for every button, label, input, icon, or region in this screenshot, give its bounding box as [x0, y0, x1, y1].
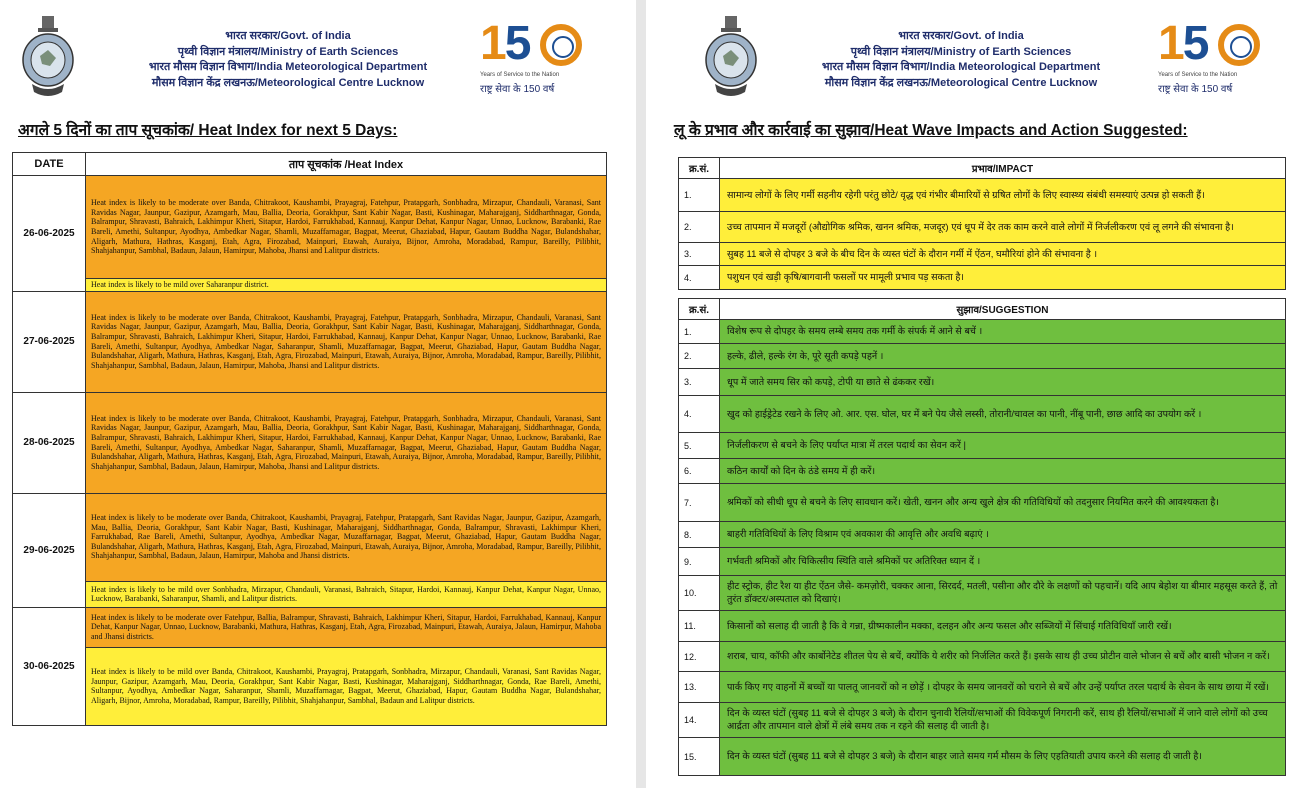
mild-heat-cell: Heat index is likely to be mild over Banda, Chitrakoot, Kaushambi, Prayagraj, Pratapgarh, Sonbhadra, Mirzapur, Chandauli, Varanasi, Sant Ravidas Nagar, Jaunpur, Gazipur, Azamgarh, Mau, Deoria, Gorakhpur, Sant Kabir Nagar, Basti, Kushinagar, Maharajganj, Siddharthnagar, Gonda, Rae Bareli, Amethi, Sultanpur, Ayodhya, Ambedkar Nagar, Saharanpur, Shamli, Muzaffarnagar, Bagpat, Meerut, Ghaziabad, Hapur, Gautam Buddha Nagar, Bulandshahar, Aligarh, Bijnor, Amroha, Moradabad, Rampur, Bareilly, Pilibhit, Shahjahanpur, Sambhal, Badaun and Lalitpur districts. — [86, 647, 607, 725]
header-ministry: पृथ्वी विज्ञान मंत्रालय/Ministry of Earth Sciences — [177, 45, 399, 58]
suggestion-text: धूप में जाते समय सिर को कपड़े, टोपी या छाते से ढंककर रखें। — [720, 369, 1286, 396]
header-department: भारत मौसम विज्ञान विभाग/India Meteorological Department — [148, 61, 428, 73]
govt-header — [776, 29, 1146, 91]
row-date: 29-06-2025 — [13, 493, 86, 607]
logo-hindi: राष्ट्र सेवा के 150 वर्ष — [1158, 84, 1233, 95]
serial-number: 11. — [679, 611, 720, 642]
mild-heat-cell: Heat index is likely to be mild over Sonbhadra, Mirzapur, Chandauli, Varanasi, Bahraich, Sitapur, Hardoi, Kannauj, Kanpur Dehat, Kanpur Nagar, Unnao, Lucknow, Barabanki, Saharanpur, Shamli, and Lalitpur districts. — [86, 581, 607, 607]
table-row — [679, 266, 1286, 290]
serial-number: 2. — [679, 344, 720, 369]
impact-column-header: प्रभाव/IMPACT — [720, 158, 1286, 179]
table-row — [679, 703, 1286, 738]
table-row — [13, 647, 607, 725]
table-row — [13, 493, 607, 581]
table-row — [679, 611, 1286, 642]
moderate-heat-cell: Heat index is likely to be moderate over Banda, Chitrakoot, Kaushambi, Prayagraj, Fatehpur, Pratapgarh, Sonbhadra, Mirzapur, Chandauli, Varanasi, Sant Ravidas Nagar, Jaunpur, Gazipur, Azamgarh, Mau, Ballia, Deoria, Gorakhpur, Sant Kabir Nagar, Basti, Kushinagar, Maharajganj, Siddharthnagar, Gonda, Balrampur, Shravasti, Bahraich, Lakhimpur Kheri, Sitapur, Hardoi, Farrukhabad, Kannauj, Kanpur Dehat, Kanpur Nagar, Unnao, Lucknow, Barabanki, Rae Bareli, Amethi, Sultanpur, Ayodhya, Ambedkar Nagar, Saharanpur, Shamli, Muzaffarnagar, Bagpat, Meerut, Ghaziabad, Hapur, Gautam Buddha Nagar, Bulandshahar, Aligarh, Mathura, Hathras, Kasganj, Etah, Agra, Firozabad, Mainpuri, Etawah, Auraiya, Bijnor, Amroha, Moradabad, Rampur, Bareilly, Pilibhit, Shahjahanpur, Sambhal, Badaun, Jalaun, Hamirpur, Mahoba, Jhansi and Lalitpur districts. — [86, 392, 607, 493]
table-row — [679, 212, 1286, 243]
imd-150-years-logo — [1158, 18, 1278, 98]
header-centre: मौसम विज्ञान केंद्र लखनऊ/Meteorological Centre Lucknow — [151, 76, 425, 89]
impact-table — [678, 157, 1286, 290]
serial-number: 9. — [679, 548, 720, 576]
suggestion-column-header: सुझाव/SUGGESTION — [720, 299, 1286, 320]
serial-number: 10. — [679, 576, 720, 611]
table-row — [679, 484, 1286, 522]
suggestion-text: हीट स्ट्रोक, हीट रैश या हीट ऐंठन जैसे- कमज़ोरी, चक्कर आना, सिरदर्द, मतली, पसीना और दौरे के लक्षणों को पहचानें। यदि आप बेहोश या बीमार महसूस करते हैं, तो तुरंत डॉक्टर/अस्पताल को दिखाएं। — [720, 576, 1286, 611]
suggestion-text: दिन के व्यस्त घंटों (सुबह 11 बजे से दोपहर 3 बजे) के दौरान चुनावी रैलियों/सभाओं की विवेकपूर्ण निगरानी करें, साथ ही रैलियों/सभाओं में जाने वाले लोगों को उच्च आर्द्रता और तापमान वाले क्षेत्रों में लंबे समय तक न रहने की सलाह दी जाती है। — [720, 703, 1286, 738]
serial-column-header: क्र.सं. — [679, 299, 720, 320]
serial-number: 4. — [679, 266, 720, 290]
heat-index-page — [0, 0, 636, 788]
date-column-header: DATE — [13, 153, 86, 176]
serial-number: 4. — [679, 396, 720, 433]
table-row — [679, 396, 1286, 433]
table-row — [679, 738, 1286, 776]
serial-number: 1. — [679, 320, 720, 344]
suggestion-text: गर्भवती श्रमिकों और चिकित्सीय स्थिति वाले श्रमिकों पर अतिरिक्त ध्यान दें । — [720, 548, 1286, 576]
serial-number: 6. — [679, 459, 720, 484]
serial-number: 2. — [679, 212, 720, 243]
heat-index-heading: अगले 5 दिनों का ताप सूचकांक/ Heat Index for next 5 Days: — [18, 122, 398, 139]
serial-number: 3. — [679, 369, 720, 396]
serial-number: 14. — [679, 703, 720, 738]
table-row — [13, 176, 607, 279]
header-centre: मौसम विज्ञान केंद्र लखनऊ/Meteorological Centre Lucknow — [824, 76, 1098, 89]
table-row — [13, 581, 607, 607]
table-row — [679, 576, 1286, 611]
impact-text: पशुधन एवं खड़ी कृषि/बागवानी फसलों पर मामूली प्रभाव पड़ सकता है। — [720, 266, 1286, 290]
impact-text: सामान्य लोगों के लिए गर्मी सहनीय रहेगी परंतु छोटे/ वृद्ध एवं गंभीर बीमारियों से ग्रषित लोगों के लिए स्वास्थ्य संबंधी समस्याएं उत्पन्न हो सकती हैं। — [720, 179, 1286, 212]
heat-index-column-header: ताप सूचकांक /Heat Index — [86, 153, 607, 176]
impact-text: सुबह 11 बजे से दोपहर 3 बजे के बीच दिन के व्यस्त घंटों के दौरान गर्मी में ऐंठन, घमौरियां होने की संभावना है । — [720, 243, 1286, 266]
table-row — [679, 672, 1286, 703]
suggestion-text: दिन के व्यस्त घंटों (सुबह 11 बजे से दोपहर 3 बजे) के दौरान बाहर जाते समय गर्म मौसम के लिए एहतियाती उपाय करने की सलाह दी जाती है। — [720, 738, 1286, 776]
suggestion-text: निर्जलीकरण से बचने के लिए पर्याप्त मात्रा में तरल पदार्थ का सेवन करें | — [720, 433, 1286, 459]
heat-index-table — [12, 152, 607, 726]
suggestion-text: विशेष रूप से दोपहर के समय लम्बे समय तक गर्मी के संपर्क में आने से बचें । — [720, 320, 1286, 344]
suggestion-text: श्रमिकों को सीधी धूप से बचने के लिए सावधान करें। खेती, खनन और अन्य खुले क्षेत्र की गतिविधियों को तदनुसार नियमित करने की आवश्यकता है। — [720, 484, 1286, 522]
table-row — [679, 548, 1286, 576]
suggestion-text: बाहरी गतिविधियों के लिए विश्राम एवं अवकाश की आवृत्ति और अवधि बढ़ाएं । — [720, 522, 1286, 548]
serial-number: 3. — [679, 243, 720, 266]
logo-hindi: राष्ट्र सेवा के 150 वर्ष — [480, 84, 555, 95]
suggestion-text: पार्क किए गए वाहनों में बच्चों या पालतू जानवरों को न छोड़ें । दोपहर के समय जानवरों को चराने से बचें और उन्हें पर्याप्त तरल पदार्थ के सेवन के साथ छाया में रखें। — [720, 672, 1286, 703]
table-row — [679, 179, 1286, 212]
table-row — [13, 279, 607, 292]
logo-number: 15 — [480, 17, 530, 70]
logo-zero-ring — [540, 24, 582, 66]
header-department: भारत मौसम विज्ञान विभाग/India Meteorological Department — [821, 61, 1101, 73]
logo-tagline: Years of Service to the Nation — [1158, 72, 1238, 78]
header-gov: भारत सरकार/Govt. of India — [898, 30, 1024, 42]
moderate-heat-cell: Heat index is likely to be moderate over Banda, Chitrakoot, Kaushambi, Prayagraj, Fatehpur, Pratapgarh, Sonbhadra, Mirzapur, Chandauli, Varanasi, Sant Ravidas Nagar, Jaunpur, Gazipur, Azamgarh, Mau, Ballia, Deoria, Gorakhpur, Sant Kabir Nagar, Basti, Kushinagar, Maharajganj, Siddharthnagar, Gonda, Balrampur, Shravasti, Bahraich, Lakhimpur Kheri, Sitapur, Hardoi, Farrukhabad, Kannauj, Kanpur Dehat, Kanpur Nagar, Unnao, Lucknow, Barabanki, Rae Bareli, Amethi, Sultanpur, Ayodhya, Ambedkar Nagar, Shamli, Muzaffarnagar, Bagpat, Meerut, Ghaziabad, Hapur, Gautam Buddha Nagar, Bulandshahar, Aligarh, Mathura, Hathras, Kasganj, Etah, Agra, Firozabad, Mainpuri, Etawah, Auraiya, Bijnor, Amroha, Moradabad, Rampur, Bareilly, Pilibhit, Shahjahanpur, Sambhal, Badaun, Jalaun, Hamirpur, Mahoba, Jhansi and Lalitpur districts. — [86, 176, 607, 279]
header-gov: भारत सरकार/Govt. of India — [225, 30, 351, 42]
suggestion-table — [678, 298, 1286, 776]
serial-number: 8. — [679, 522, 720, 548]
row-date: 28-06-2025 — [13, 392, 86, 493]
impact-text: उच्च तापमान में मजदूरों (औद्योगिक श्रमिक, खनन श्रमिक, मजदूर) एवं धूप में देर तक काम करने वाले लोगों में निर्जलीकरण एवं लू लगने की संभावना है। — [720, 212, 1286, 243]
impacts-heading: लू के प्रभाव और कार्रवाई का सुझाव/Heat Wave Impacts and Action Suggested: — [674, 122, 1188, 139]
table-row — [679, 320, 1286, 344]
table-row — [13, 291, 607, 392]
serial-number: 1. — [679, 179, 720, 212]
imd-emblem-logo — [701, 14, 761, 100]
row-date: 30-06-2025 — [13, 607, 86, 725]
table-row — [679, 433, 1286, 459]
row-date: 27-06-2025 — [13, 291, 86, 392]
serial-column-header: क्र.सं. — [679, 158, 720, 179]
row-date: 26-06-2025 — [13, 176, 86, 292]
table-row — [679, 642, 1286, 672]
table-row — [679, 459, 1286, 484]
logo-tagline: Years of Service to the Nation — [480, 72, 560, 78]
serial-number: 15. — [679, 738, 720, 776]
serial-number: 13. — [679, 672, 720, 703]
serial-number: 12. — [679, 642, 720, 672]
moderate-heat-cell: Heat index is likely to be moderate over Banda, Chitrakoot, Kaushambi, Prayagraj, Fatehpur, Pratapgarh, Sant Ravidas Nagar, Jaunpur, Gazipur, Azamgarh, Mau, Ballia, Deoria, Gorakhpur, Sant Kabir Nagar, Basti, Kushinagar, Maharajganj, Siddharthnagar, Gonda, Balrampur, Shravasti, Lakhimpur Kheri, Farrukhabad, Rae Bareli, Amethi, Sultanpur, Ayodhya, Ambedkar Nagar, Muzaffarnagar, Bagpat, Meerut, Ghaziabad, Hapur, Gautam Buddha Nagar, Bulandshahar, Aligarh, Mathura, Hathras, Kasganj, Etah, Agra, Firozabad, Mainpuri, Etawah, Auraiya, Bijnor, Amroha, Moradabad, Rampur, Bareilly, Pilibhit, Shahjahanpur, Sambhal, Badaun, Jalaun, Hamirpur, Mahoba and Jhansi districts. — [86, 493, 607, 581]
heat-wave-impacts-page — [646, 0, 1300, 788]
table-row — [679, 522, 1286, 548]
suggestion-text: कठिन कार्यों को दिन के ठंडे समय में ही करें। — [720, 459, 1286, 484]
suggestion-text: शराब, चाय, कॉफी और कार्बोनेटेड शीतल पेय से बचें, क्योंकि ये शरीर को निर्जलित करते हैं। इसके साथ ही उच्च प्रोटीन वाले भोजन से बचें और बासी भोजन न करें। — [720, 642, 1286, 672]
serial-number: 7. — [679, 484, 720, 522]
table-row — [679, 344, 1286, 369]
logo-number: 15 — [1158, 17, 1208, 70]
suggestion-text: किसानों को सलाह दी जाती है कि वे गन्ना, ग्रीष्मकालीन मक्का, दलहन और अन्य फसल और सब्जियों में सिंचाई गतिविधियाँ जारी रखें। — [720, 611, 1286, 642]
serial-number: 5. — [679, 433, 720, 459]
table-row — [679, 369, 1286, 396]
table-row — [679, 243, 1286, 266]
table-row — [13, 607, 607, 647]
moderate-heat-cell: Heat index is likely to be moderate over Fatehpur, Ballia, Balrampur, Shravasti, Bahraich, Lakhimpur Kheri, Sitapur, Hardoi, Farrukhabad, Kannauj, Kanpur Dehat, Kanpur Nagar, Unnao, Lucknow, Barabanki, Mathura, Hathras, Kasganj, Etah, Agra, Firozabad, Mainpuri, Etawah, Auraiya, Jalaun, Hamirpur, Mahoba and Jhansi districts. — [86, 607, 607, 647]
logo-zero-ring — [1218, 24, 1260, 66]
table-row — [13, 392, 607, 493]
header-ministry: पृथ्वी विज्ञान मंत्रालय/Ministry of Earth Sciences — [850, 45, 1072, 58]
mild-heat-cell: Heat index is likely to be mild over Saharanpur district. — [86, 279, 607, 292]
govt-header — [105, 29, 471, 91]
imd-150-years-logo — [480, 18, 600, 98]
suggestion-text: खुद को हाईड्रेटेड रखने के लिए ओ. आर. एस. घोल, घर में बने पेय जैसे लस्सी, तोरानी/चावल का पानी, नींबू पानी, छाछ आदि का उपयोग करें । — [720, 396, 1286, 433]
moderate-heat-cell: Heat index is likely to be moderate over Banda, Chitrakoot, Kaushambi, Prayagraj, Fatehpur, Pratapgarh, Sonbhadra, Mirzapur, Chandauli, Varanasi, Sant Ravidas Nagar, Jaunpur, Gazipur, Azamgarh, Mau, Ballia, Deoria, Gorakhpur, Sant Kabir Nagar, Basti, Kushinagar, Maharajganj, Siddharthnagar, Gonda, Balrampur, Shravasti, Bahraich, Lakhimpur Kheri, Sitapur, Hardoi, Farrukhabad, Kannauj, Kanpur Dehat, Kanpur Nagar, Unnao, Lucknow, Barabanki, Rae Bareli, Amethi, Sultanpur, Ayodhya, Ambedkar Nagar, Saharanpur, Shamli, Muzaffarnagar, Bagpat, Meerut, Ghaziabad, Hapur, Gautam Buddha Nagar, Bulandshahar, Aligarh, Mathura, Hathras, Kasganj, Etah, Agra, Firozabad, Mainpuri, Etawah, Auraiya, Bijnor, Amroha, Moradabad, Rampur, Bareilly, Pilibhit, Shahjahanpur, Sambhal, Badaun, Jalaun, Hamirpur, Mahoba, Jhansi and Lalitpur districts. — [86, 291, 607, 392]
imd-emblem-logo — [18, 14, 78, 100]
suggestion-text: हल्के, ढीले, हल्के रंग के, पूरे सूती कपड़े पहनें । — [720, 344, 1286, 369]
